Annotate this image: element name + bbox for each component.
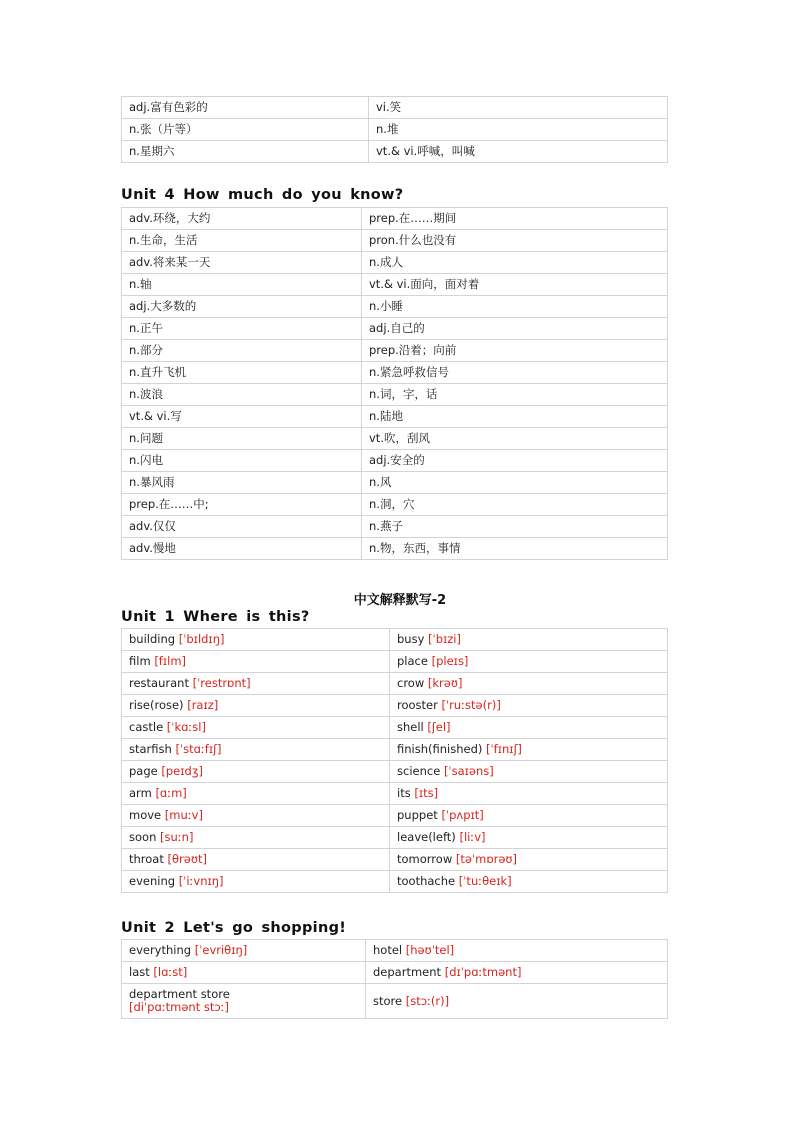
vocab-cell: n.物，东西，事情 bbox=[362, 538, 668, 560]
vocab-cell bbox=[122, 695, 390, 717]
unit4-heading: Unit 4 How much do you know? bbox=[121, 187, 404, 203]
vocab-cell bbox=[390, 849, 668, 871]
vocab-cell bbox=[122, 761, 390, 783]
vocab-cell: n.堆 bbox=[369, 119, 668, 141]
word: castle bbox=[129, 720, 164, 734]
vocab-cell bbox=[122, 673, 390, 695]
vocab-cell: prep.在……中; bbox=[122, 494, 362, 516]
vocab-cell: n.部分 bbox=[122, 340, 362, 362]
vocab-cell: n.成人 bbox=[362, 252, 668, 274]
vocab-cell: adj.大多数的 bbox=[122, 296, 362, 318]
word: everything bbox=[129, 943, 192, 957]
vocab-cell bbox=[122, 717, 390, 739]
phonetic: [ˈstɑːfɪʃ] bbox=[175, 742, 222, 756]
word: busy bbox=[397, 632, 425, 646]
phonetic: [ˈrestrɒnt] bbox=[192, 676, 251, 690]
phonetic: [ʃel] bbox=[427, 720, 451, 734]
vocab-cell bbox=[122, 629, 390, 651]
vocab-table-unit4 bbox=[121, 207, 668, 560]
word: its bbox=[397, 786, 411, 800]
vocab-cell: adv.环绕，大约 bbox=[122, 208, 362, 230]
vocab-cell bbox=[390, 629, 668, 651]
word: crow bbox=[397, 676, 425, 690]
vocab-cell: adv.将来某一天 bbox=[122, 252, 362, 274]
word: leave(left) bbox=[397, 830, 456, 844]
phonetic: [krəʊ] bbox=[427, 676, 463, 690]
vocab-cell: n.张（片等） bbox=[122, 119, 369, 141]
vocab-cell bbox=[390, 871, 668, 893]
table-row bbox=[122, 318, 668, 340]
table-row bbox=[122, 208, 668, 230]
section-title: 中文解释默写-2 bbox=[353, 593, 447, 608]
phonetic: [ˈkɑːsl] bbox=[166, 720, 206, 734]
word: store bbox=[373, 993, 403, 1008]
table-row bbox=[122, 494, 668, 516]
word: department bbox=[373, 965, 442, 979]
vocab-cell: adv.慢地 bbox=[122, 538, 362, 560]
vocab-cell: n.燕子 bbox=[362, 516, 668, 538]
table-row bbox=[122, 340, 668, 362]
table-row bbox=[122, 739, 668, 761]
table-row bbox=[122, 428, 668, 450]
vocab-cell bbox=[366, 962, 668, 984]
word: starfish bbox=[129, 742, 172, 756]
table-row bbox=[122, 940, 668, 962]
word: throat bbox=[129, 852, 164, 866]
vocab-cell: n.直升飞机 bbox=[122, 362, 362, 384]
vocab-table-unit1 bbox=[121, 628, 668, 893]
vocab-cell bbox=[390, 761, 668, 783]
table-row bbox=[122, 827, 668, 849]
phonetic: [ɪts] bbox=[414, 786, 439, 800]
unit1-heading: Unit 1 Where is this? bbox=[121, 609, 310, 625]
phonetic: [ˈruːstə(r)] bbox=[441, 698, 501, 712]
phonetic: [ˈbɪzi] bbox=[428, 632, 461, 646]
vocab-cell: n.星期六 bbox=[122, 141, 369, 163]
phonetic: [ˈfɪnɪʃ] bbox=[486, 742, 522, 756]
vocab-cell bbox=[122, 805, 390, 827]
table-row bbox=[122, 805, 668, 827]
vocab-cell bbox=[390, 673, 668, 695]
phonetic: [ˈsaɪəns] bbox=[443, 764, 494, 778]
table-row bbox=[122, 384, 668, 406]
phonetic: [ˈtuːθeɪk] bbox=[458, 874, 512, 888]
phonetic: [liːv] bbox=[459, 830, 486, 844]
vocab-cell: prep.沿着；向前 bbox=[362, 340, 668, 362]
vocab-cell bbox=[390, 695, 668, 717]
table-row bbox=[122, 629, 668, 651]
word: evening bbox=[129, 874, 176, 888]
phonetic: [lɑːst] bbox=[153, 965, 188, 979]
table-row bbox=[122, 472, 668, 494]
vocab-cell: n.陆地 bbox=[362, 406, 668, 428]
word: arm bbox=[129, 786, 152, 800]
vocab-cell bbox=[390, 739, 668, 761]
word: building bbox=[129, 632, 176, 646]
table-row bbox=[122, 450, 668, 472]
vocab-cell bbox=[390, 717, 668, 739]
vocab-cell bbox=[122, 827, 390, 849]
word: hotel bbox=[373, 943, 403, 957]
vocab-cell: vt.吹，刮风 bbox=[362, 428, 668, 450]
table-row bbox=[122, 119, 668, 141]
vocab-cell bbox=[390, 827, 668, 849]
vocab-cell: n.洞，穴 bbox=[362, 494, 668, 516]
vocab-cell: vt.& vi.面向，面对着 bbox=[362, 274, 668, 296]
vocab-cell bbox=[390, 805, 668, 827]
table-row bbox=[122, 230, 668, 252]
word: rise(rose) bbox=[129, 698, 184, 712]
vocab-cell: n.正午 bbox=[122, 318, 362, 340]
phonetic: [θrəʊt] bbox=[167, 852, 207, 866]
table-row bbox=[122, 406, 668, 428]
vocab-table-unit2 bbox=[121, 939, 668, 1019]
vocab-cell: n.波浪 bbox=[122, 384, 362, 406]
word: film bbox=[129, 654, 151, 668]
table-row bbox=[122, 97, 668, 119]
phonetic: [dɪˈpɑːtmənt] bbox=[444, 965, 522, 979]
table-row bbox=[122, 761, 668, 783]
word: shell bbox=[397, 720, 424, 734]
phonetic: [ɑːm] bbox=[155, 786, 187, 800]
phonetic: [pleɪs] bbox=[431, 654, 469, 668]
vocab-cell bbox=[122, 962, 366, 984]
vocab-cell: vi.笑 bbox=[369, 97, 668, 119]
vocab-cell bbox=[122, 783, 390, 805]
table-row bbox=[122, 871, 668, 893]
table-row bbox=[122, 651, 668, 673]
vocab-cell bbox=[366, 940, 668, 962]
table-row bbox=[122, 141, 668, 163]
word: place bbox=[397, 654, 428, 668]
phonetic: [suːn] bbox=[160, 830, 194, 844]
phonetic: [diˈpɑːtmənt stɔː] bbox=[129, 1000, 230, 1014]
table-row bbox=[122, 962, 668, 984]
word: last bbox=[129, 965, 150, 979]
vocab-cell: adv.仅仅 bbox=[122, 516, 362, 538]
vocab-cell bbox=[122, 984, 366, 1019]
table-row bbox=[122, 516, 668, 538]
vocab-cell: pron.什么也没有 bbox=[362, 230, 668, 252]
table-row bbox=[122, 296, 668, 318]
word: puppet bbox=[397, 808, 438, 822]
word: restaurant bbox=[129, 676, 189, 690]
vocab-cell: vt.& vi.呼喊，叫喊 bbox=[369, 141, 668, 163]
vocab-table-top bbox=[121, 96, 668, 163]
vocab-cell bbox=[366, 984, 668, 1019]
word: finish(finished) bbox=[397, 742, 483, 756]
vocab-cell: prep.在……期间 bbox=[362, 208, 668, 230]
vocab-cell bbox=[122, 871, 390, 893]
vocab-cell bbox=[122, 739, 390, 761]
word: move bbox=[129, 808, 162, 822]
phonetic: [peɪdʒ] bbox=[161, 764, 203, 778]
phonetic: [ˈbɪldɪŋ] bbox=[178, 632, 225, 646]
table-row bbox=[122, 274, 668, 296]
unit2-heading: Unit 2 Let's go shopping! bbox=[121, 920, 347, 936]
vocab-cell bbox=[390, 783, 668, 805]
phonetic: [ˈiːvnɪŋ] bbox=[178, 874, 224, 888]
word: soon bbox=[129, 830, 157, 844]
table-row bbox=[122, 538, 668, 560]
phonetic: [fɪlm] bbox=[154, 654, 187, 668]
vocab-cell: n.闪电 bbox=[122, 450, 362, 472]
phonetic: [raɪz] bbox=[187, 698, 219, 712]
vocab-cell: n.小睡 bbox=[362, 296, 668, 318]
table-row bbox=[122, 695, 668, 717]
table-row bbox=[122, 362, 668, 384]
vocab-cell: vt.& vi.写 bbox=[122, 406, 362, 428]
table-row bbox=[122, 717, 668, 739]
vocab-cell: adj.安全的 bbox=[362, 450, 668, 472]
table-row bbox=[122, 849, 668, 871]
phonetic: [ˈevriθɪŋ] bbox=[194, 943, 248, 957]
phonetic: [ˈpʌpɪt] bbox=[441, 808, 484, 822]
vocab-cell: adj.富有色彩的 bbox=[122, 97, 369, 119]
word: page bbox=[129, 764, 158, 778]
vocab-cell: adj.自己的 bbox=[362, 318, 668, 340]
phonetic: [muːv] bbox=[164, 808, 203, 822]
vocab-cell: n.风 bbox=[362, 472, 668, 494]
phonetic: [həʊˈtel] bbox=[405, 943, 455, 957]
word: science bbox=[397, 764, 441, 778]
table-row bbox=[122, 252, 668, 274]
vocab-cell: n.暴风雨 bbox=[122, 472, 362, 494]
word: department store bbox=[129, 987, 230, 1001]
word: toothache bbox=[397, 874, 456, 888]
word: tomorrow bbox=[397, 852, 453, 866]
vocab-cell bbox=[122, 940, 366, 962]
table-row bbox=[122, 984, 668, 1019]
table-row bbox=[122, 783, 668, 805]
phonetic: [stɔː(r)] bbox=[405, 993, 450, 1008]
phonetic: [təˈmɒrəʊ] bbox=[455, 852, 518, 866]
vocab-cell: n.紧急呼救信号 bbox=[362, 362, 668, 384]
vocab-cell: n.词，字，话 bbox=[362, 384, 668, 406]
vocab-cell: n.问题 bbox=[122, 428, 362, 450]
vocab-cell bbox=[390, 651, 668, 673]
table-row bbox=[122, 673, 668, 695]
vocab-cell: n.生命，生活 bbox=[122, 230, 362, 252]
word: rooster bbox=[397, 698, 438, 712]
vocab-cell: n.轴 bbox=[122, 274, 362, 296]
vocab-cell bbox=[122, 651, 390, 673]
vocab-cell bbox=[122, 849, 390, 871]
